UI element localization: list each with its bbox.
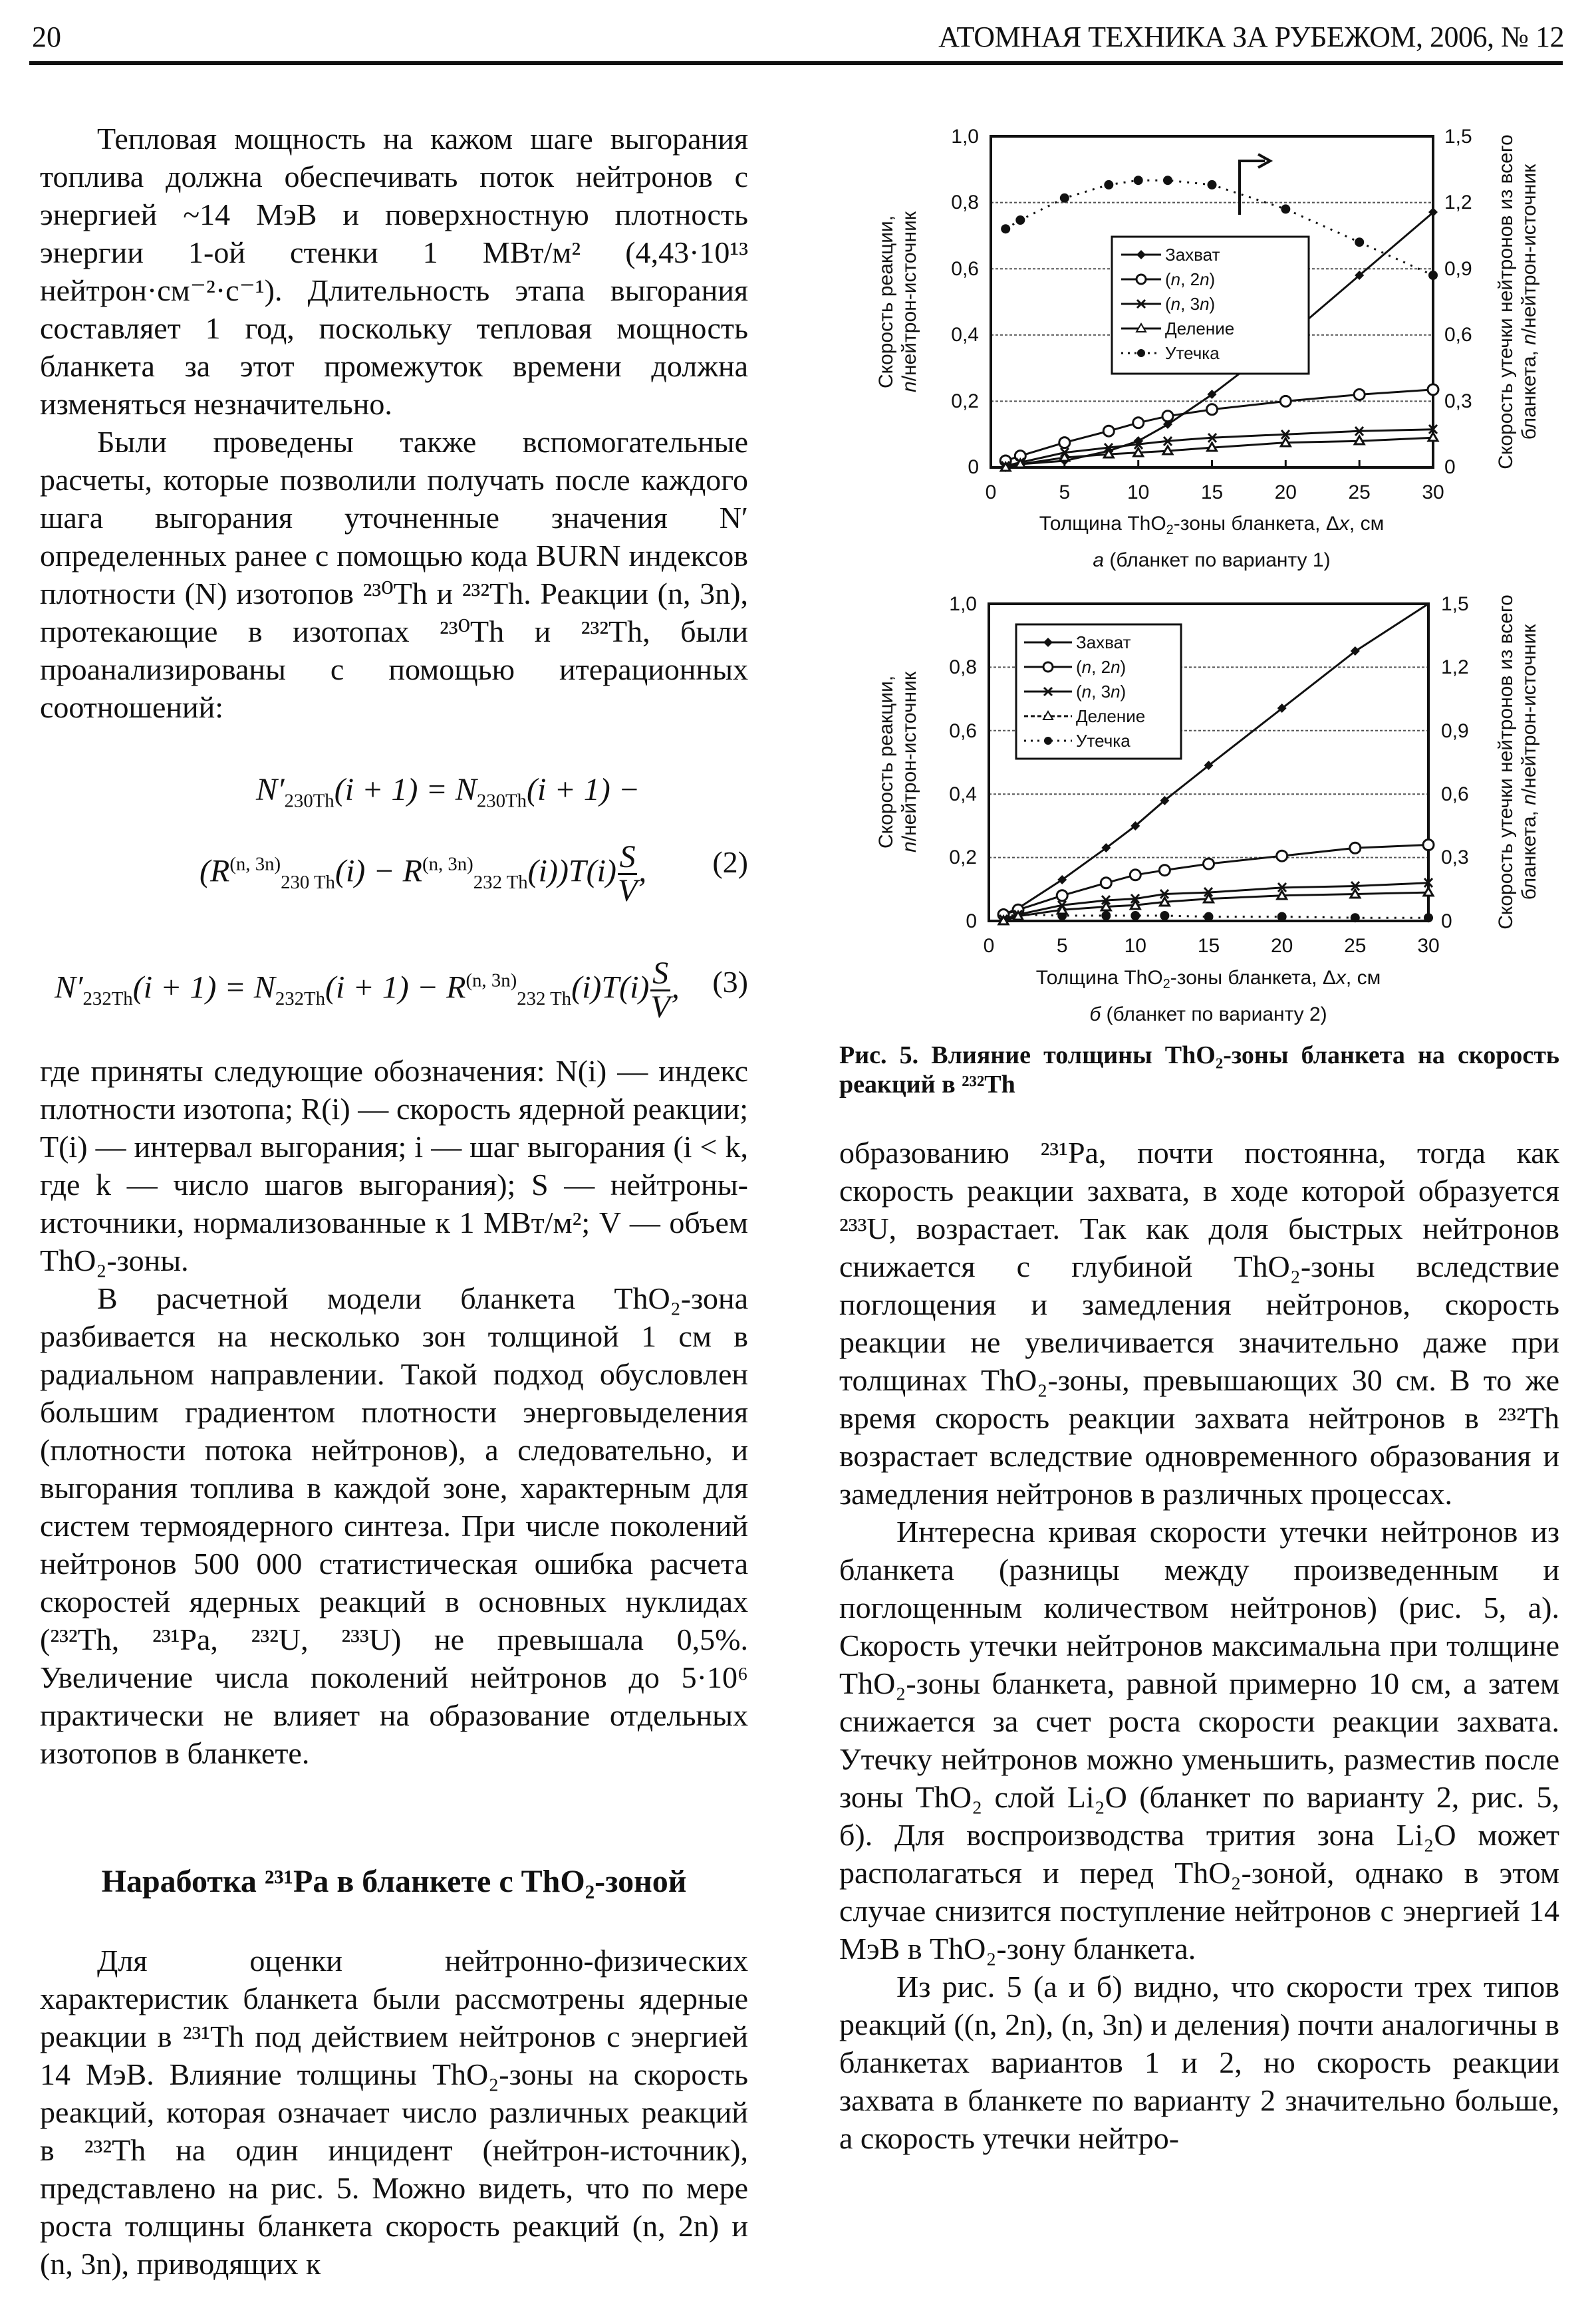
svg-text:1,0: 1,0: [949, 593, 977, 615]
svg-text:1,2: 1,2: [1444, 192, 1472, 213]
svg-text:1,0: 1,0: [951, 126, 979, 148]
paragraph: где приняты следующие обозначения: N(i) — индекс плотности изотопа; R(i) — скорость ядерной реакции; T(i) — интервал выгорания; i — шаг выгорания (i < k, где k — число шагов выгорания); S — нейтроны-источники, нормализованные к 1 МВт/м²; V — объем ThO₂-зоны.: [40, 1054, 748, 1277]
svg-text:0,3: 0,3: [1441, 846, 1469, 868]
svg-text:1,5: 1,5: [1441, 593, 1469, 615]
svg-text:0: 0: [966, 910, 977, 932]
svg-text:(n, 2n): (n, 2n): [1076, 657, 1127, 677]
svg-text:Утечка: Утечка: [1165, 343, 1220, 363]
left-column-cont: [40, 1052, 748, 1772]
svg-text:1,2: 1,2: [1441, 656, 1469, 678]
svg-text:15: 15: [1200, 481, 1224, 503]
equation-number: (2): [712, 845, 748, 879]
arrow-icon: [1240, 161, 1265, 215]
paragraph: образованию ²³¹Pa, почти постоянна, тогда как скорость реакции захвата, в ходе которой образуется ²³³U, возрастает. Так как доля быстрых нейтронов снижается с глубиной ThO₂-зоны вследствие поглощения и замедления нейтронов, скорость реакции не увеличивается значительно даже при толщинах ThO₂-зоны, превышающих 30 см. В то же время скорость реакции захвата нейтронов в ²³²Th возрастает вследствие одновременного образования и замедления нейтронов в различных процессах.: [839, 1136, 1559, 1511]
y-tick-labels: [951, 126, 979, 478]
svg-text:Захват: Захват: [1076, 632, 1131, 652]
svg-text:0: 0: [968, 456, 979, 478]
y-axis-label: n/нейтрон-источник: [898, 211, 920, 392]
equation-3: [40, 958, 748, 1037]
svg-text:0,6: 0,6: [949, 720, 977, 742]
paragraph: Для оценки нейтронно-физических характеристик бланкета были рассмотрены ядерные реакции в ²³¹Th под действием нейтронов с энергией 14 МэВ. Влияние толщины ThO₂-зоны на скорость реакций, которая означает число различных реакций в ²³²Th на один инцидент (нейтрон-источник), представлено на рис. 5. Можно видеть, что по мере роста толщины бланкета скорость реакций (n, 2n) и (n, 3n), приводящих к: [40, 1944, 748, 2281]
page-number: 20: [32, 21, 61, 53]
legend: [1016, 624, 1181, 759]
paragraph: Тепловая мощность на кажом шаге выгорания топлива должна обеспечивать поток нейтронов с энергией ~14 МэВ и поверхностную плотность энергии 1-ой стенки 1 МВт/м² (4,43·10¹³ нейтрон·см⁻²·с⁻¹). Длительность этапа выгорания составляет 1 год, поскольку тепловая мощность бланкета за этот промежуток времени должна изменяться незначительно.: [40, 122, 748, 421]
journal-title: АТОМНАЯ ТЕХНИКА ЗА РУБЕЖОМ, 2006, № 12: [938, 21, 1564, 53]
svg-text:0: 0: [983, 935, 995, 957]
svg-text:Деление: Деление: [1076, 706, 1146, 726]
svg-text:10: 10: [1124, 935, 1146, 957]
paragraph: В расчетной модели бланкета ThO₂-зона разбивается на несколько зон толщиной 1 см в радиальном направлении. Такой подход обусловлен большим градиентом плотности энерговыделения (плотности потока нейтронов), а следовательно, и выгорания топлива в каждой зоне, характерным для систем термоядерного синтеза. При числе поколений нейтронов 500 000 статистическая ошибка расчета скоростей ядерных реакций в основных нуклидах (²³²Th, ²³¹Pa, ²³²U, ²³³U) не превышала 0,5%. Увеличение числа поколений нейтронов до 5·10⁶ практически не влияет на образование отдельных изотопов в бланкете.: [40, 1281, 748, 1770]
svg-text:Захват: Захват: [1165, 245, 1220, 265]
svg-text:0,9: 0,9: [1441, 720, 1469, 742]
svg-text:0,4: 0,4: [949, 783, 977, 805]
chart-b: [839, 585, 1571, 1037]
svg-text:10: 10: [1127, 481, 1150, 503]
svg-text:0,6: 0,6: [1441, 783, 1469, 805]
y-axis-label: Скорость реакции,: [875, 675, 897, 849]
svg-text:0,8: 0,8: [949, 656, 977, 678]
chart-a: [839, 120, 1571, 585]
equation-2-line-1: $N'_{230Th}(i + 1) = N_{230Th}(i + 1)$ −: [256, 772, 640, 812]
y-tick-labels: [949, 593, 977, 932]
header-rule: [29, 61, 1563, 65]
right-column: [839, 1134, 1559, 2157]
svg-text:25: 25: [1348, 481, 1371, 503]
svg-text:30: 30: [1422, 481, 1444, 503]
section-heading: Наработка ²³¹Pa в бланкете с ThO₂-зоной: [101, 1864, 687, 1899]
panel-label: а (бланкет по варианту 1): [1093, 549, 1331, 571]
svg-text:15: 15: [1197, 935, 1220, 957]
legend: [1112, 237, 1309, 374]
paragraph: Интересна кривая скорости утечки нейтронов из бланкета (разницы между произведенным и поглощенным количеством нейтронов) (рис. 5, а). Скорость утечки нейтронов максимальна при толщине ThO₂-зоны бланкета, равной примерно 10 см, а затем снижается за счет роста скорости реакции захвата. Утечку нейтронов можно уменьшить, разместив после зоны ThO₂ слой Li₂O (бланкет по варианту 2, рис. 5, б). Для воспроизводства трития зона Li₂O может располагаться и перед ThO₂-зоной, однако в этом случае снизится поступление нейтронов с энергией 14 МэВ в ThO₂-зону бланкета.: [839, 1515, 1559, 1966]
svg-text:25: 25: [1344, 935, 1367, 957]
equation-number: (3): [712, 965, 748, 999]
x-axis-label: Толщина ThO$_2$-зоны бланкета, Δx, см: [1035, 967, 1381, 991]
svg-text:(n, 3n): (n, 3n): [1076, 682, 1127, 702]
y2-axis-label: Скорость утечки нейтронов из всего: [1495, 134, 1517, 469]
svg-text:Деление: Деление: [1165, 319, 1235, 338]
svg-text:20: 20: [1274, 481, 1297, 503]
running-header: [32, 20, 1564, 61]
y2-tick-labels: [1444, 126, 1472, 478]
y2-tick-labels: [1441, 593, 1469, 932]
svg-text:5: 5: [1056, 935, 1068, 957]
x-axis-label: Толщина ThO$_2$-зоны бланкета, Δx, см: [1039, 513, 1385, 537]
svg-text:0,2: 0,2: [949, 846, 977, 868]
svg-text:0,9: 0,9: [1444, 258, 1472, 280]
y2-axis-label: бланкета, n/нейтрон-источник: [1518, 624, 1540, 900]
x-tick-labels: [986, 481, 1444, 503]
svg-text:0,6: 0,6: [1444, 324, 1472, 346]
paragraph: Были проведены также вспомогательные расчеты, которые позволили получать после каждого шага выгорания уточненные значения N′ определенных ранее с помощью кода BURN индексов плотности (N) изотопов ²³⁰Th и ²³²Th. Реакции (n, 3n), протекающие в изотопах ²³⁰Th и ²³²Th, были проанализированы с помощью итерационных соотношений:: [40, 425, 748, 724]
svg-text:(n, 2n): (n, 2n): [1165, 269, 1216, 289]
panel-label: б (бланкет по варианту 2): [1089, 1003, 1327, 1025]
svg-text:0: 0: [985, 481, 997, 503]
svg-text:Утечка: Утечка: [1076, 731, 1130, 751]
left-column: [40, 120, 748, 726]
y2-axis-label: бланкета, n/нейтрон-источник: [1518, 164, 1540, 440]
svg-text:(n, 3n): (n, 3n): [1165, 294, 1216, 314]
svg-text:0,4: 0,4: [951, 324, 979, 346]
svg-text:20: 20: [1271, 935, 1293, 957]
equation-2-line-2: $(R^{(n, 3n)}_{230 Th}(i) - R^{(n, 3n)}_{232 Th}(i))T(i)$ $\frac{S}{V}$ ,: [200, 839, 647, 908]
left-column-section: [40, 1942, 748, 2283]
svg-text:0,3: 0,3: [1444, 390, 1472, 412]
svg-text:0,2: 0,2: [951, 390, 979, 412]
svg-text:0,6: 0,6: [951, 258, 979, 280]
svg-text:1,5: 1,5: [1444, 126, 1472, 148]
svg-text:0: 0: [1441, 910, 1452, 932]
svg-text:0: 0: [1444, 456, 1456, 478]
x-tick-labels: [984, 935, 1440, 957]
paragraph: Из рис. 5 (а и б) видно, что скорости трех типов реакций ((n, 2n), (n, 3n) и деления) почти аналогичны в бланкетах вариантов 1 и 2, но скорость реакции захвата в бланкете по варианту 2 значительно больше, а скорость утечки нейтро-: [839, 1970, 1559, 2155]
y2-axis-label: Скорость утечки нейтронов из всего: [1495, 594, 1517, 930]
y-axis-label: n/нейтрон-источник: [898, 672, 920, 852]
svg-text:0,8: 0,8: [951, 192, 979, 213]
svg-text:5: 5: [1059, 481, 1071, 503]
figure-caption: Рис. 5. Влияние толщины ThO₂-зоны бланкета на скорость реакций в ²³²Th: [839, 1041, 1559, 1098]
svg-text:30: 30: [1417, 935, 1440, 957]
y-axis-label: Скорость реакции,: [875, 215, 897, 389]
equation-3-body: $N'_{232Th}(i + 1) = N_{232Th}(i + 1) - R^{(n, 3n)}_{232 Th}(i)T(i)$ $\frac{S}{V}$ ,: [55, 956, 680, 1025]
